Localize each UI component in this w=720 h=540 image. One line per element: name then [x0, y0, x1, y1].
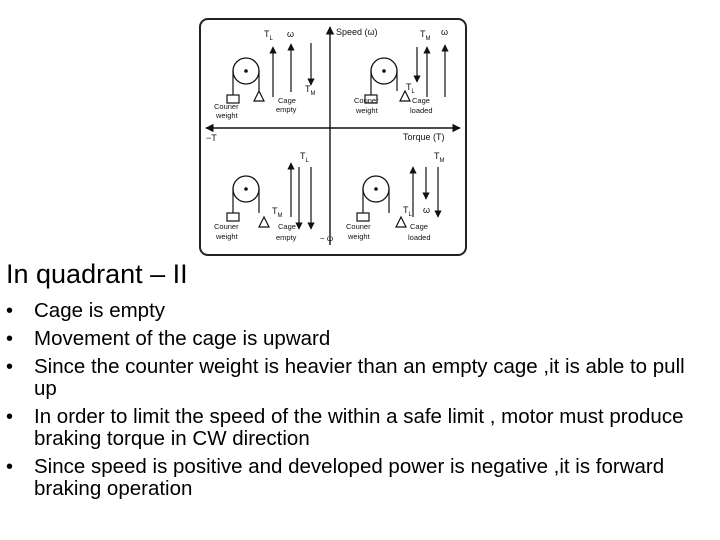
bullet-item: • Movement of the cage is upward	[6, 328, 712, 350]
bullet-item: • Since the counter weight is heavier than an empty cage ,it is able to pull up	[6, 356, 712, 400]
quadrant-iv	[346, 151, 445, 242]
speed-axis-label: Speed (ω)	[336, 27, 378, 37]
cage	[254, 91, 264, 101]
cage	[400, 91, 410, 101]
speed-label: ω	[423, 205, 431, 215]
bullet-item: • In order to limit the speed of the within a safe limit , motor must produce braking torque in CW direction	[6, 406, 712, 450]
load-torque-label: $T_L$	[403, 205, 412, 218]
motor-torque-label: $T_M$	[434, 151, 445, 164]
load-torque-label: $T_L$	[300, 151, 309, 164]
pulley-hub	[374, 187, 378, 191]
load-torque-label: $T_L$	[264, 29, 273, 42]
quadrant-ii	[214, 29, 316, 120]
torque-axis-label: Torque (T)	[403, 132, 445, 142]
negative-torque-label: −T	[206, 133, 217, 143]
motor-torque-label: $T_M$	[420, 29, 431, 42]
pulley-hub	[244, 69, 248, 73]
motor-torque-label: $T_M$	[272, 206, 283, 219]
cage-label: Cage loaded	[410, 96, 433, 115]
four-quadrant-hoist-diagram	[198, 17, 468, 257]
counter-weight-label: Couner weight	[214, 222, 239, 241]
counter-weight-label: Couner weight	[346, 222, 371, 241]
bullet-item: • Since speed is positive and developed power is negative ,it is forward braking operation	[6, 456, 712, 500]
speed-label: ω	[441, 27, 449, 37]
speed-label: ω	[287, 29, 295, 39]
counter-weight	[357, 213, 369, 221]
counter-weight-label: Couner weight	[214, 102, 239, 120]
cage-label: Cage empty	[276, 96, 297, 114]
bullet-item: • Cage is empty	[6, 300, 712, 322]
quadrant-i	[354, 27, 448, 115]
motor-torque-label: $T_M$	[305, 84, 316, 97]
negative-speed-label: − ω	[320, 234, 334, 243]
load-torque-label: $T_L$	[406, 82, 415, 95]
cage-label: Cage loaded	[408, 222, 431, 242]
cage	[259, 217, 269, 227]
pulley-hub	[244, 187, 248, 191]
cage	[396, 217, 406, 227]
counter-weight-label: Couner weight	[354, 96, 379, 115]
quadrant-iii	[214, 151, 311, 242]
counter-weight	[227, 213, 239, 221]
pulley-hub	[382, 69, 386, 73]
cage-label: Cage empty	[276, 222, 297, 242]
quadrant-heading: In quadrant – II	[6, 259, 188, 289]
bullet-list	[6, 300, 712, 506]
